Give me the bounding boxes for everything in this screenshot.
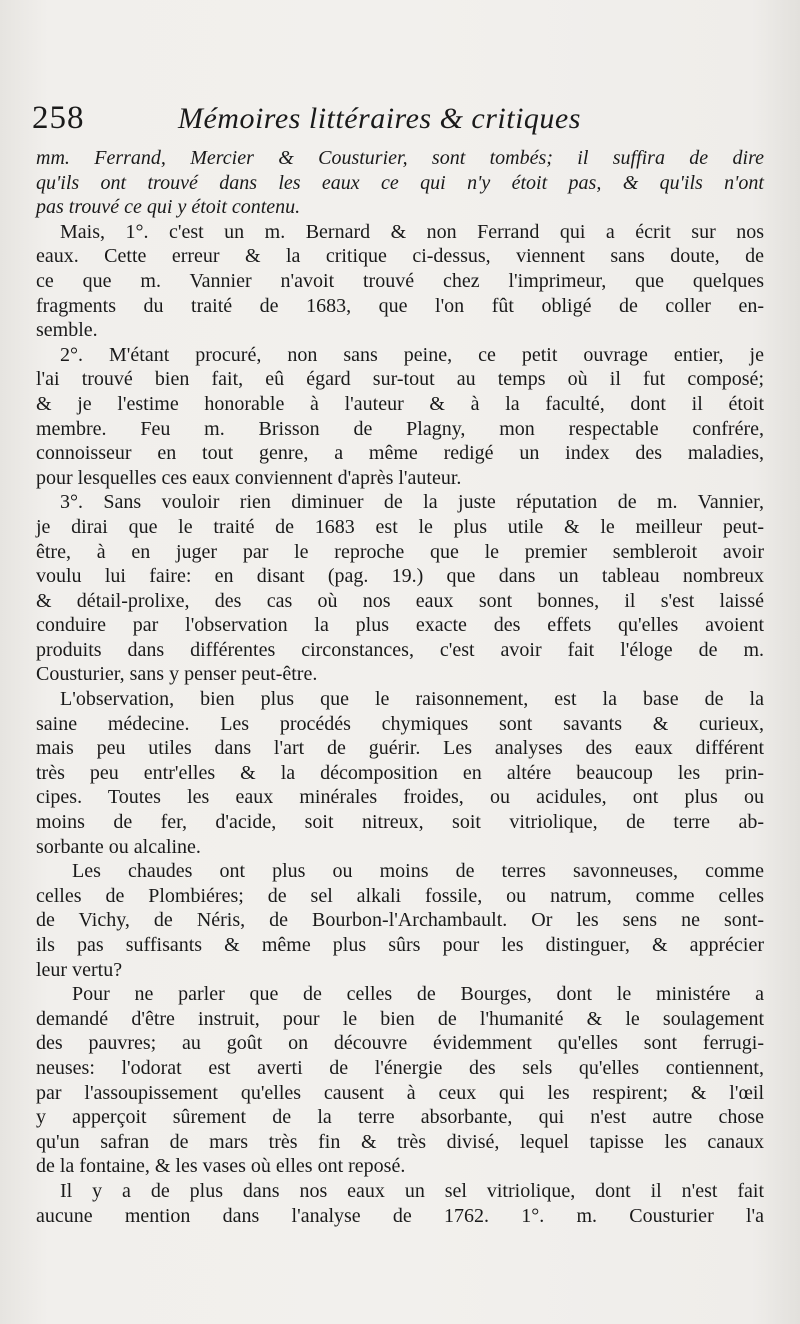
text-line: connoisseur en tout genre, a même redigé un index des maladies, bbox=[36, 442, 764, 465]
text-line: conduire par l'observation la plus exacte des effets qu'elles avoient bbox=[36, 614, 764, 637]
text-line: des pauvres; au goût on découvre évidemment qu'elles sont ferrugi- bbox=[36, 1032, 764, 1055]
page-number: 258 bbox=[32, 100, 85, 136]
text-line: Les chaudes ont plus ou moins de terres savonneuses, comme bbox=[72, 860, 764, 883]
text-line: être, à en juger par le reproche que le premier sembleroit avoir bbox=[36, 540, 764, 563]
text-line: 2°. M'étant procuré, non sans peine, ce petit ouvrage entier, je bbox=[60, 343, 764, 366]
text-line: saine médecine. Les procédés chymiques sont savants & curieux, bbox=[36, 712, 764, 735]
text-line: très peu entr'elles & la décomposition en altére beaucoup les prin- bbox=[36, 761, 764, 784]
text-line: celles de Plombiéres; de sel alkali fossile, ou natrum, comme celles bbox=[36, 884, 764, 907]
text-line: demandé d'être instruit, pour le bien de l'humanité & le soulagement bbox=[36, 1007, 764, 1030]
text-line: cipes. Toutes les eaux minérales froides, ou acidules, ont plus ou bbox=[36, 786, 764, 809]
text-line: & je l'estime honorable à l'auteur & à la faculté, dont il étoit bbox=[36, 392, 764, 415]
text-line: par l'assoupissement qu'elles causent à ceux qui les respirent; & l'œil bbox=[36, 1081, 764, 1104]
text-line: aucune mention dans l'analyse de 1762. 1°. m. Cousturier l'a bbox=[36, 1204, 764, 1227]
text-line: l'ai trouvé bien fait, eû égard sur-tout au temps où il fut composé; bbox=[36, 368, 764, 391]
text-line: voulu lui faire: en disant (pag. 19.) que dans un tableau nombreux bbox=[36, 565, 764, 588]
text-line: Cousturier, sans y penser peut-être. bbox=[36, 663, 318, 686]
text-line: Il y a de plus dans nos eaux un sel vitriolique, dont il n'est fait bbox=[60, 1179, 764, 1202]
text-line: ce que m. Vannier n'avoit trouvé chez l'imprimeur, que quelques bbox=[36, 269, 764, 292]
text-line: je dirai que le traité de 1683 est le plus utile & le meilleur peut- bbox=[36, 515, 764, 538]
text-line: leur vertu? bbox=[36, 958, 123, 981]
text-line: y apperçoit sûrement de la terre absorbante, qui n'est autre chose bbox=[36, 1106, 764, 1129]
text-line: neuses: l'odorat est averti de l'énergie des sels qu'elles contiennent, bbox=[36, 1056, 764, 1079]
text-line: de la fontaine, & les vases où elles ont reposé. bbox=[36, 1155, 406, 1178]
text-line: fragments du traité de 1683, que l'on fût obligé de coller en- bbox=[36, 294, 764, 317]
page-header bbox=[32, 100, 760, 144]
text-line: moins de fer, d'acide, soit nitreux, soit vitriolique, de terre ab- bbox=[36, 811, 764, 834]
text-line: pour lesquelles ces eaux conviennent d'après l'auteur. bbox=[36, 466, 462, 489]
text-line: de Vichy, de Néris, de Bourbon-l'Archambault. Or les sens ne sont- bbox=[36, 909, 764, 932]
text-line: & détail-prolixe, des cas où nos eaux sont bonnes, il s'est laissé bbox=[36, 589, 764, 612]
page-body-text bbox=[36, 146, 764, 1228]
text-line: ils pas suffisants & même plus sûrs pour les distinguer, & apprécier bbox=[36, 934, 764, 956]
text-line: eaux. Cette erreur & la critique ci-dessus, viennent sans doute, de bbox=[36, 245, 764, 268]
text-line: qu'ils ont trouvé dans les eaux ce qui n'y étoit pas, & qu'ils n'ont bbox=[36, 171, 764, 194]
text-line: qu'un safran de mars très fin & très divisé, lequel tapisse les canaux bbox=[36, 1130, 764, 1153]
text-line: 3°. Sans vouloir rien diminuer de la juste réputation de m. Vannier, bbox=[60, 491, 764, 514]
text-line: sorbante ou alcaline. bbox=[36, 835, 201, 858]
text-line: mm. Ferrand, Mercier & Cousturier, sont tombés; il suffira de dire bbox=[36, 147, 764, 169]
text-line: Pour ne parler que de celles de Bourges, dont le ministére a bbox=[72, 983, 764, 1006]
text-line: Mais, 1°. c'est un m. Bernard & non Ferrand qui a écrit sur nos bbox=[60, 220, 764, 243]
running-title: Mémoires littéraires & critiques bbox=[178, 102, 581, 135]
text-line: mais peu utiles dans l'art de guérir. Les analyses des eaux différent bbox=[36, 737, 764, 760]
text-line: L'observation, bien plus que le raisonnement, est la base de la bbox=[60, 688, 764, 711]
text-line: produits dans différentes circonstances, c'est avoir fait l'éloge de m. bbox=[36, 638, 764, 661]
text-line: membre. Feu m. Brisson de Plagny, mon respectable confrére, bbox=[36, 417, 764, 440]
text-line: pas trouvé ce qui y étoit contenu. bbox=[36, 196, 301, 219]
text-line: semble. bbox=[36, 319, 98, 342]
